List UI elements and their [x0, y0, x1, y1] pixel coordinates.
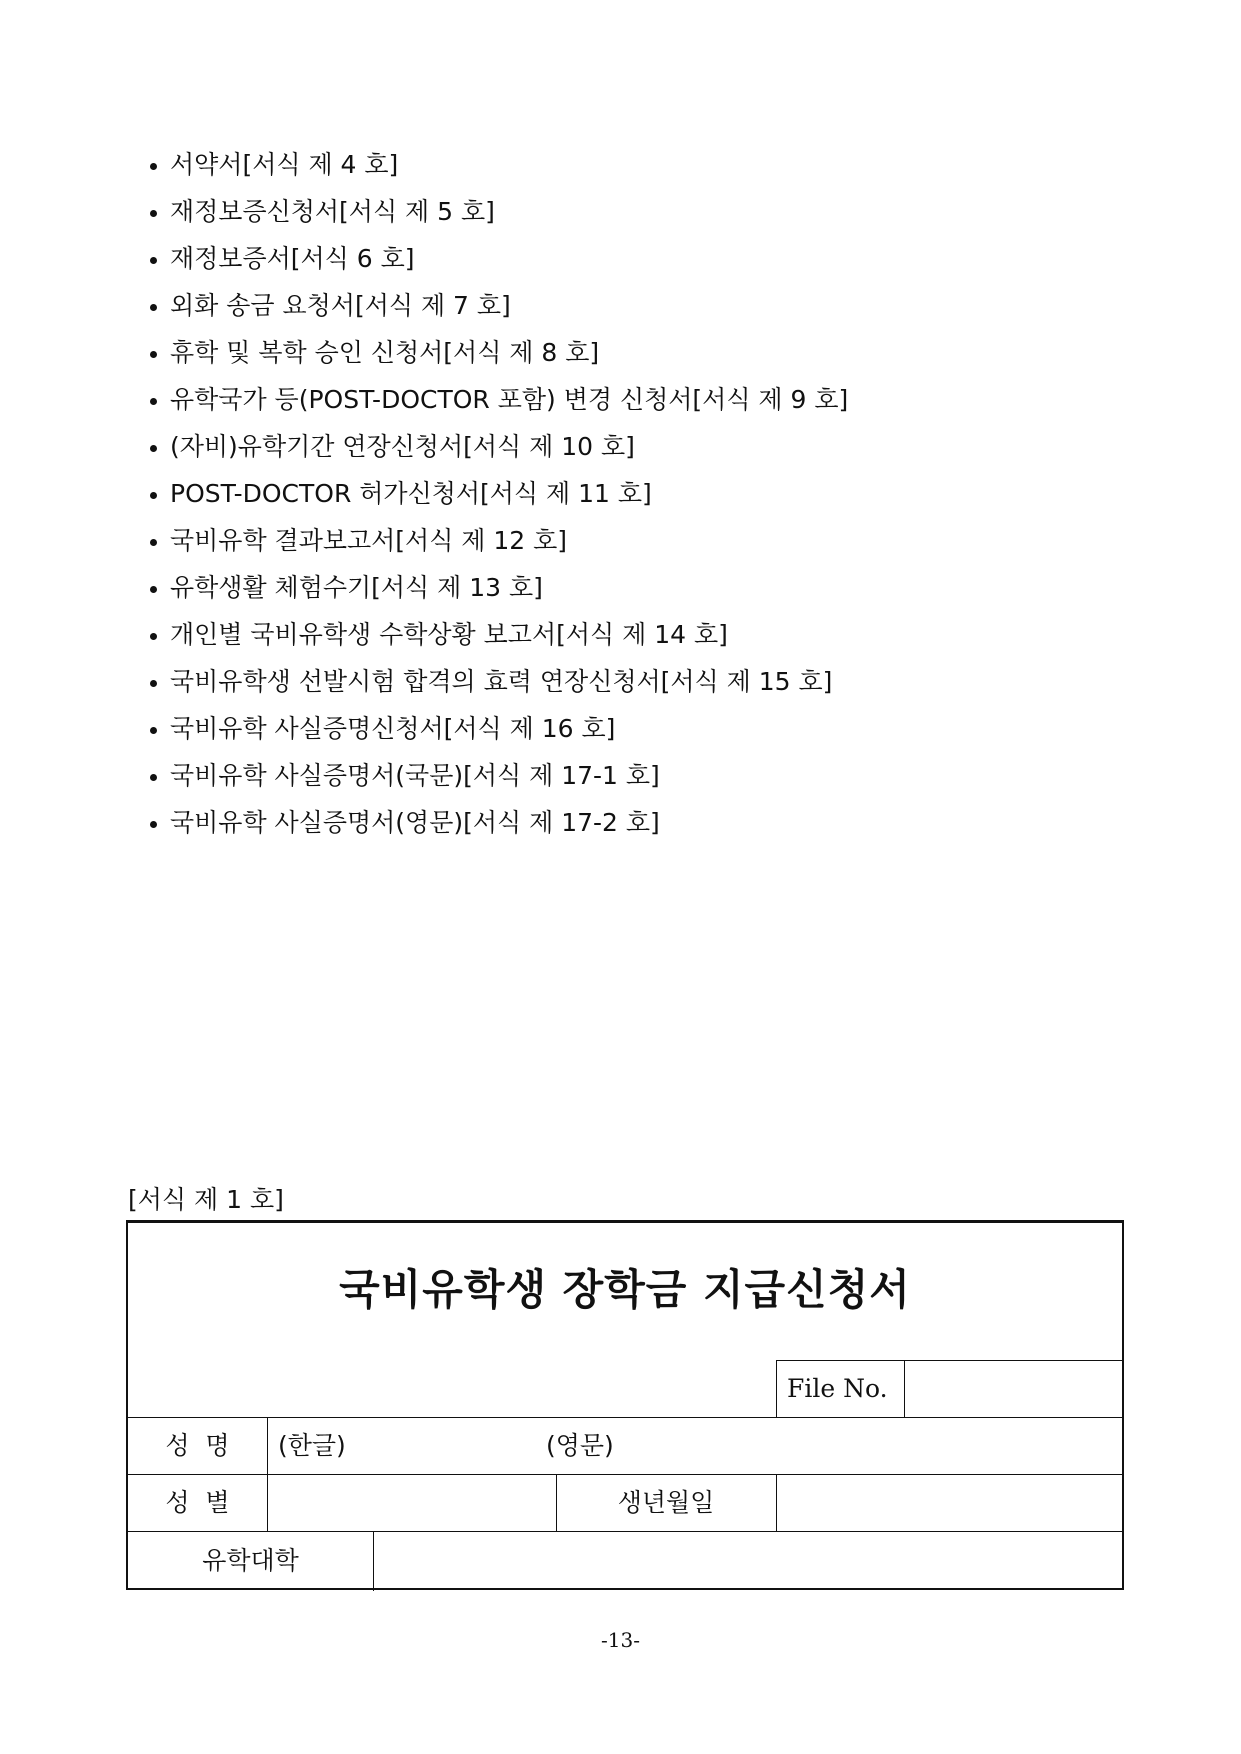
bullet-icon — [150, 163, 157, 170]
bullet-icon — [150, 351, 157, 358]
list-item — [150, 573, 848, 620]
list-item — [150, 291, 848, 338]
gender-label: 성 별 — [165, 1488, 230, 1517]
birthdate-label: 생년월일 — [617, 1488, 715, 1517]
list-item — [150, 385, 848, 432]
form-number-label: [서식 제 1 호] — [128, 1185, 284, 1214]
list-item-text: 국비유학 결과보고서[서식 제 12 호] — [170, 526, 568, 555]
name-label: 성 명 — [165, 1431, 230, 1460]
divider — [128, 1417, 1124, 1418]
list-item-text: 국비유학생 선발시험 합격의 효력 연장신청서[서식 제 15 호] — [170, 667, 833, 696]
bullet-icon — [150, 680, 157, 687]
bullet-icon — [150, 398, 157, 405]
list-item — [150, 526, 848, 573]
file-no-field[interactable] — [914, 1374, 1114, 1404]
list-item-text: 개인별 국비유학생 수학상황 보고서[서식 제 14 호] — [170, 620, 728, 649]
list-item — [150, 761, 848, 808]
list-item — [150, 479, 848, 526]
university-field[interactable] — [384, 1546, 1114, 1576]
page-number: -13- — [601, 1628, 640, 1652]
bullet-icon — [150, 774, 157, 781]
list-item-text: 국비유학 사실증명서(국문)[서식 제 17-1 호] — [170, 761, 660, 790]
list-item-text: 재정보증서[서식 6 호] — [170, 244, 415, 273]
gender-field[interactable] — [278, 1488, 546, 1518]
bullet-icon — [150, 257, 157, 264]
bullet-icon — [150, 445, 157, 452]
list-item — [150, 244, 848, 291]
list-item-text: 유학국가 등(POST-DOCTOR 포함) 변경 신청서[서식 제 9 호] — [170, 385, 849, 414]
bullet-icon — [150, 210, 157, 217]
form-list — [150, 150, 848, 855]
name-english-label: (영문) — [546, 1431, 614, 1460]
divider — [776, 1360, 1124, 1361]
bullet-icon — [150, 633, 157, 640]
name-korean-label: (한글) — [278, 1431, 346, 1460]
list-item-text: 휴학 및 복학 승인 신청서[서식 제 8 호] — [170, 338, 600, 367]
bullet-icon — [150, 586, 157, 593]
list-item-text: (자비)유학기간 연장신청서[서식 제 10 호] — [170, 432, 635, 461]
birthdate-field[interactable] — [786, 1488, 1116, 1518]
list-item — [150, 620, 848, 667]
list-item — [150, 150, 848, 197]
list-item — [150, 432, 848, 479]
divider — [267, 1417, 268, 1474]
divider — [128, 1474, 1124, 1475]
bullet-icon — [150, 304, 157, 311]
bullet-icon — [150, 492, 157, 499]
divider — [373, 1531, 374, 1591]
list-item — [150, 714, 848, 761]
list-item — [150, 338, 848, 385]
divider — [776, 1360, 777, 1417]
file-no-label: File No. — [787, 1374, 888, 1403]
list-item-text: 재정보증신청서[서식 제 5 호] — [170, 197, 495, 226]
divider — [128, 1531, 1124, 1532]
list-item-text: 서약서[서식 제 4 호] — [170, 150, 399, 179]
application-form — [126, 1220, 1124, 1590]
list-item-text: 국비유학 사실증명서(영문)[서식 제 17-2 호] — [170, 808, 660, 837]
divider — [776, 1474, 777, 1531]
divider — [267, 1474, 268, 1531]
bullet-icon — [150, 539, 157, 546]
bullet-icon — [150, 821, 157, 828]
list-item-text: POST-DOCTOR 허가신청서[서식 제 11 호] — [170, 479, 652, 508]
list-item-text: 유학생활 체험수기[서식 제 13 호] — [170, 573, 543, 602]
divider — [904, 1360, 905, 1417]
list-item-text: 국비유학 사실증명신청서[서식 제 16 호] — [170, 714, 616, 743]
list-item — [150, 667, 848, 714]
bullet-icon — [150, 727, 157, 734]
university-label: 유학대학 — [202, 1546, 299, 1575]
list-item — [150, 197, 848, 244]
form-title: 국비유학생 장학금 지급신청서 — [339, 1265, 911, 1314]
list-item — [150, 808, 848, 855]
list-item-text: 외화 송금 요청서[서식 제 7 호] — [170, 291, 511, 320]
